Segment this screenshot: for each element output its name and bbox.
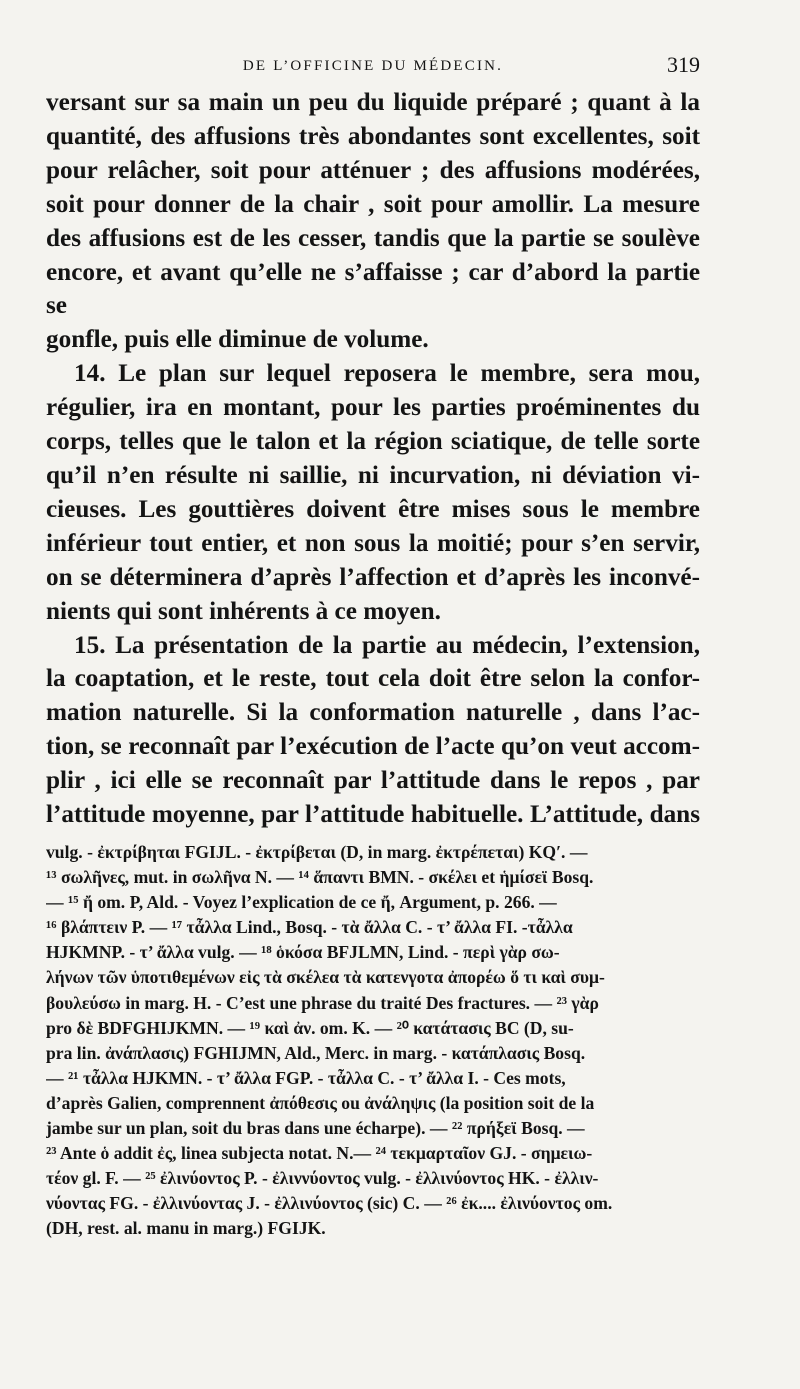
- page-number: 319: [667, 52, 700, 77]
- body-line: régulier, ira en montant, pour les parties proéminentes du: [46, 394, 700, 422]
- body-line: 14. Le plan sur lequel reposera le membre, sera mou,: [74, 360, 700, 388]
- running-head: [46, 52, 700, 82]
- body-line: on se déterminera d’après l’affection et d’après les inconvé-: [46, 563, 700, 591]
- footnote-line: d’après Galien, comprennent ἀπόθεσις ou ἀνάληψις (la position soit de la: [46, 1092, 595, 1113]
- body-line: la coaptation, et le reste, tout cela doit être selon la confor-: [46, 665, 700, 693]
- footnote-line: pro δὲ BDFGHIJKMN. — ¹⁹ καὶ ἀν. om. K. — ²⁰ κατάτασις BC (D, su-: [46, 1017, 574, 1038]
- footnote-line: vulg. - ἐκτρίβηται FGIJL. - ἐκτρίβεται (D, in marg. ἐκτρέπεται) KQ′. —: [46, 842, 588, 862]
- footnote-line: νύοντας FG. - ἐλλινύοντας J. - ἐλλινύοντος (sic) C. — ²⁶ ἐκ.... ἐλινύοντος om.: [46, 1193, 613, 1214]
- body-line: pour relâcher, soit pour atténuer ; des affusions modérées,: [46, 156, 700, 184]
- footnote-line: ¹⁶ βλάπτειν P. — ¹⁷ τἆλλα Lind., Bosq. - τὰ ἄλλα C. - τ’ ἄλλα FI. -τἆλλα: [46, 917, 573, 938]
- body-line: gonfle, puis elle diminue de volume.: [46, 326, 429, 354]
- body-line: inférieur tout entier, et non sous la moitié; pour s’en servir,: [46, 529, 700, 557]
- footnote-line: jambe sur un plan, soit du bras dans une écharpe). — ²² πρήξεϊ Bosq. —: [46, 1118, 585, 1139]
- footnote-line: ¹³ σωλῆνες, mut. in σωλῆνα N. — ¹⁴ ἅπαντι BMN. - σκέλει et ἡμίσεϊ Bosq.: [46, 867, 594, 888]
- footnote-line: HJKMNP. - τ’ ἄλλα vulg. — ¹⁸ ὁκόσα BFJLMN, Lind. - περὶ γὰρ σω-: [46, 942, 560, 963]
- body-line: cieuses. Les gouttières doivent être mises sous le membre: [46, 495, 700, 523]
- footnote-line: pra lin. ἀνάπλασις) FGHIJMN, Ald., Merc. in marg. - κατάπλασις Bosq.: [46, 1042, 586, 1063]
- body-line: 15. La présentation de la partie au médecin, l’extension,: [74, 631, 700, 659]
- body-text: [46, 86, 700, 832]
- footnote-line: (DH, rest. al. manu in marg.) FGIJK.: [46, 1218, 326, 1239]
- body-line: des affusions est de les cesser, tandis que la partie se soulève: [46, 224, 700, 252]
- body-line: tion, se reconnaît par l’exécution de l’acte qu’on veut accom-: [46, 733, 700, 761]
- body-line: l’attitude moyenne, par l’attitude habituelle. L’attitude, dans: [46, 801, 700, 829]
- body-line: mation naturelle. Si la conformation naturelle , dans l’ac-: [46, 699, 700, 727]
- footnote-line: — ¹⁵ ἤ om. P, Ald. - Voyez l’explication de ce ἤ, Argument, p. 266. —: [46, 892, 557, 913]
- body-line: qu’il n’en résulte ni saillie, ni incurvation, ni déviation vi-: [46, 461, 700, 489]
- footnotes: [46, 840, 700, 1242]
- body-line: versant sur sa main un peu du liquide préparé ; quant à la: [46, 89, 700, 116]
- body-line: encore, et avant qu’elle ne s’affaisse ; car d’abord la partie se: [46, 258, 700, 320]
- footnote-line: τέον gl. F. — ²⁵ ἐλινύοντος P. - ἐλιννύοντος vulg. - ἐλλινύοντος HK. - ἐλλιν-: [46, 1168, 599, 1189]
- body-line: corps, telles que le talon et la région sciatique, de telle sorte: [46, 428, 700, 456]
- body-line: plir , ici elle se reconnaît par l’attitude dans le repos , par: [46, 767, 700, 795]
- footnote-line: λήνων τῶν ὑποτιθεμένων εἰς τὰ σκέλεα τὰ κατενγοτα ἀπορέω ὅ τι καὶ συμ-: [46, 967, 605, 988]
- footnote-line: ²³ Ante ὁ addit ἐς, linea subjecta notat. N.— ²⁴ τεκμαρταῖον GJ. - σημειω-: [46, 1143, 593, 1164]
- body-line: soit pour donner de la chair , soit pour amollir. La mesure: [46, 190, 700, 218]
- body-line: quantité, des affusions très abondantes sont excellentes, soit: [46, 122, 700, 150]
- running-title: DE L’OFFICINE DU MÉDECIN.: [242, 58, 504, 74]
- footnote-line: — ²¹ τἆλλα HJKMN. - τ’ ἄλλα FGP. - τἆλλα C. - τ’ ἄλλα I. - Ces mots,: [46, 1067, 566, 1088]
- footnote-line: βουλεύσω in marg. H. - C’est une phrase du traité Des fractures. — ²³ γὰρ: [46, 992, 599, 1013]
- body-line: nients qui sont inhérents à ce moyen.: [46, 597, 441, 625]
